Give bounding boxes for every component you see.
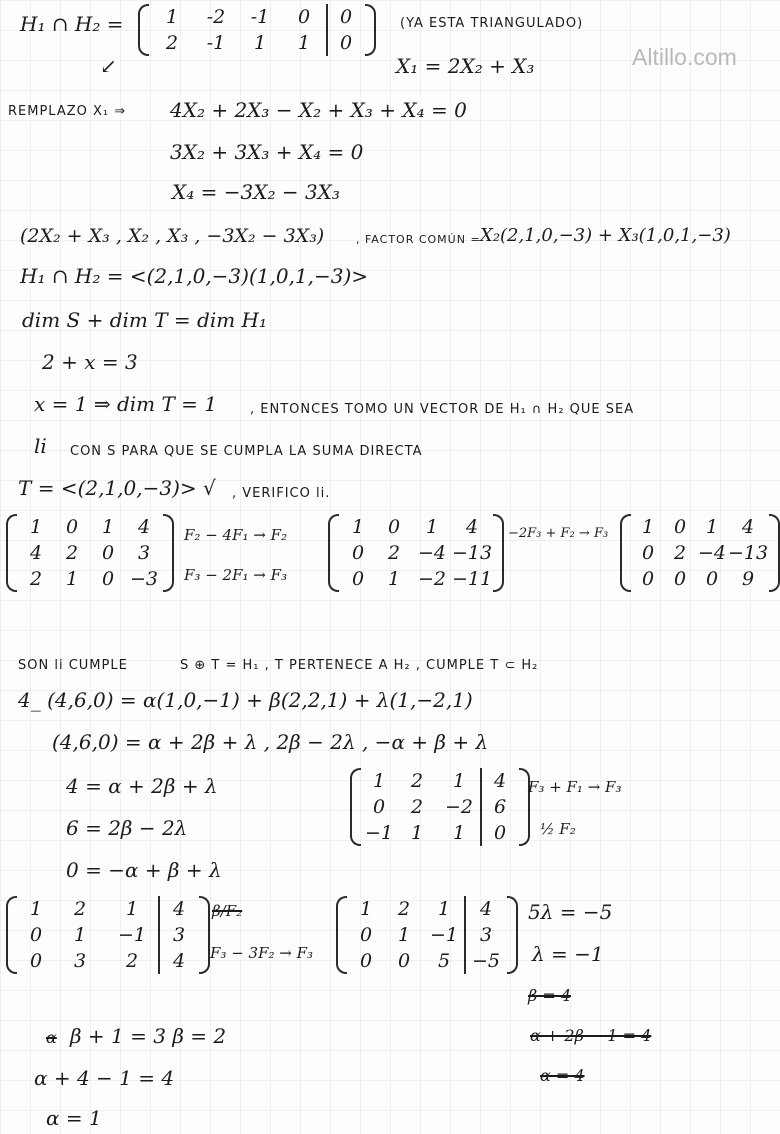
problem-4-statement: 4_ (4,6,0) = α(1,0,−1) + β(2,2,1) + λ(1,−2,1)	[18, 688, 473, 712]
cell: 1	[359, 898, 373, 920]
cell: 4	[466, 516, 479, 538]
dimension-equation: dim S + dim T = dim H₁	[22, 308, 268, 332]
cell: 3	[465, 922, 506, 948]
verify-text: , VERIFICO li.	[232, 486, 331, 501]
cell: 4	[137, 516, 151, 538]
alpha-equation: α + 4 − 1 = 4	[34, 1066, 175, 1090]
cell: 4	[159, 948, 198, 974]
then-text: , ENTONCES TOMO UN VECTOR DE H₁ ∩ H₂ QUE SEA	[250, 402, 635, 417]
equation-3: X₄ = −3X₂ − 3X₃	[172, 180, 340, 204]
cell: 0	[641, 568, 655, 590]
cell: 0	[101, 542, 115, 564]
cell: 0	[372, 796, 386, 818]
cell: 0	[481, 820, 518, 846]
cell: 2	[73, 898, 87, 920]
cell: 1	[101, 516, 115, 538]
cell: 1	[65, 568, 79, 590]
cell: 1	[73, 924, 87, 946]
equation-2: 3X₂ + 3X₃ + X₄ = 0	[170, 140, 364, 164]
cell: 1	[125, 898, 139, 920]
cell: 2	[397, 898, 411, 920]
row-op-2: −2F₃ + F₂ → F₃	[508, 526, 609, 541]
crossed-eq-1: β = 4	[528, 986, 572, 1005]
cell: 2	[673, 542, 687, 564]
general-vector: (2X₂ + X₃ , X₂ , X₃ , −3X₂ − 3X₃)	[20, 225, 325, 247]
cell: 1	[253, 32, 267, 54]
dimension-values: 2 + x = 3	[42, 350, 138, 374]
cell: −1	[429, 924, 458, 946]
alpha-result: α = 1	[46, 1106, 102, 1130]
span-equation: H₁ ∩ H₂ = <(2,1,0,−3)(1,0,1,−3)>	[20, 264, 369, 288]
cell: 1	[410, 822, 424, 844]
x-value: x = 1 ⇒ dim T = 1	[34, 392, 218, 416]
row-op-1a: F₂ − 4F₁ → F₂	[184, 526, 288, 544]
cell: 0	[29, 950, 43, 972]
cell: −4	[697, 542, 726, 564]
matrix-a3	[348, 896, 506, 974]
cell: −4	[417, 542, 446, 564]
x1-equation: X₁ = 2X₂ + X₃	[396, 54, 535, 78]
problem-4-combination: (4,6,0) = α + 2β + λ , 2β − 2λ , −α + β + λ	[52, 730, 489, 754]
cell: −13	[728, 542, 769, 564]
conclusion-text: S ⊕ T = H₁ , T PERTENECE A H₂ , CUMPLE T ⊂ H₂	[180, 658, 539, 673]
matrix-a2	[18, 896, 198, 974]
cell: 6	[481, 794, 518, 820]
cell: -1	[250, 6, 270, 28]
row-op-3a: F₃ + F₁ → F₃	[528, 778, 622, 796]
cell: 1	[387, 568, 401, 590]
row-op-4: F₃ − 3F₂ → F₃	[210, 944, 314, 962]
cell: 0	[673, 568, 687, 590]
cell: 4	[481, 768, 518, 794]
cell: 1	[641, 516, 655, 538]
cell: 9	[742, 568, 755, 590]
cell: 1	[425, 516, 439, 538]
cell: 1	[29, 516, 43, 538]
cell: 4	[465, 896, 506, 922]
cell: 5	[437, 950, 451, 972]
cell: 3	[159, 922, 198, 948]
matrix-m3	[632, 514, 768, 592]
cell: 0	[297, 6, 311, 28]
cell: 2	[410, 796, 424, 818]
cell: 0	[387, 516, 401, 538]
cell: 0	[101, 568, 115, 590]
row-op-3b: ½ F₂	[540, 820, 576, 838]
cell: 2	[29, 568, 43, 590]
cell: 2	[65, 542, 79, 564]
cell: 1	[452, 822, 466, 844]
crossed-op: β/F₂	[212, 902, 243, 920]
conclusion-lead: SON li CUMPLE	[18, 658, 128, 673]
cell: 1	[372, 770, 386, 792]
factor-label: , FACTOR COMÚN =	[356, 233, 481, 246]
header-matrix	[150, 4, 364, 56]
cell: 0	[359, 950, 373, 972]
cell: 1	[351, 516, 365, 538]
beta-equation: β + 1 = 3 β = 2	[70, 1024, 227, 1048]
cell: 3	[73, 950, 87, 972]
lambda-eq-1: 5λ = −5	[528, 900, 613, 924]
li-label: li	[34, 434, 47, 458]
crossed-eq-2: α + 2β − 1 = 4	[530, 1026, 652, 1045]
factor-equation: X₂(2,1,0,−3) + X₃(1,0,1,−3)	[480, 225, 731, 246]
cell: 1	[705, 516, 719, 538]
system-eq-2: 6 = 2β − 2λ	[66, 816, 188, 840]
cell: 2	[410, 770, 424, 792]
cell: −3	[129, 568, 158, 590]
cell: 4	[159, 896, 198, 922]
t-definition: T = <(2,1,0,−3)> √	[18, 476, 216, 500]
cell: −11	[452, 568, 493, 590]
matrix-a1	[362, 768, 518, 846]
cell: -1	[206, 32, 226, 54]
cell: 0	[397, 950, 411, 972]
cell: 1	[437, 898, 451, 920]
cell: 0	[705, 568, 719, 590]
cell: 0	[29, 924, 43, 946]
cell: −1	[117, 924, 146, 946]
cell: 0	[641, 542, 655, 564]
cell: 3	[137, 542, 151, 564]
cell: −2	[417, 568, 446, 590]
arrow-mark: ↙	[100, 54, 117, 78]
triangulated-note: (YA ESTA TRIANGULADO)	[400, 16, 584, 31]
cell: 0	[351, 542, 365, 564]
cell: -2	[206, 6, 226, 28]
cell: 0	[327, 4, 364, 30]
equation-1: 4X₂ + 2X₃ − X₂ + X₃ + X₄ = 0	[170, 98, 467, 122]
replace-label: REMPLAZO X₁ ⇒	[8, 104, 127, 119]
cell: 4	[29, 542, 43, 564]
cell: 2	[387, 542, 401, 564]
intersection-label: H₁ ∩ H₂ =	[20, 12, 124, 36]
system-eq-1: 4 = α + 2β + λ	[66, 774, 218, 798]
cell: 1	[165, 6, 179, 28]
cell: 1	[397, 924, 411, 946]
crossed-eq-3: α = 4	[540, 1066, 585, 1085]
cell: 0	[673, 516, 687, 538]
cell: −2	[444, 796, 473, 818]
cell: 0	[65, 516, 79, 538]
cell: −1	[364, 822, 393, 844]
system-eq-3: 0 = −α + β + λ	[66, 858, 222, 882]
cell: 4	[742, 516, 755, 538]
cell: 2	[125, 950, 139, 972]
direct-sum-text: CON S PARA QUE SE CUMPLA LA SUMA DIRECTA	[70, 444, 423, 459]
matrix-m1	[18, 514, 162, 592]
cell: 0	[359, 924, 373, 946]
cell: 2	[165, 32, 179, 54]
cell: 1	[29, 898, 43, 920]
matrix-m2	[340, 514, 492, 592]
watermark: Altillo.com	[632, 44, 737, 70]
crossed-alpha: α	[46, 1028, 57, 1047]
cell: 0	[351, 568, 365, 590]
cell: −13	[452, 542, 493, 564]
lambda-eq-2: λ = −1	[532, 942, 604, 966]
cell: 0	[327, 30, 364, 56]
cell: −5	[465, 948, 506, 974]
cell: 1	[297, 32, 311, 54]
row-op-1b: F₃ − 2F₁ → F₃	[184, 566, 288, 584]
cell: 1	[452, 770, 466, 792]
